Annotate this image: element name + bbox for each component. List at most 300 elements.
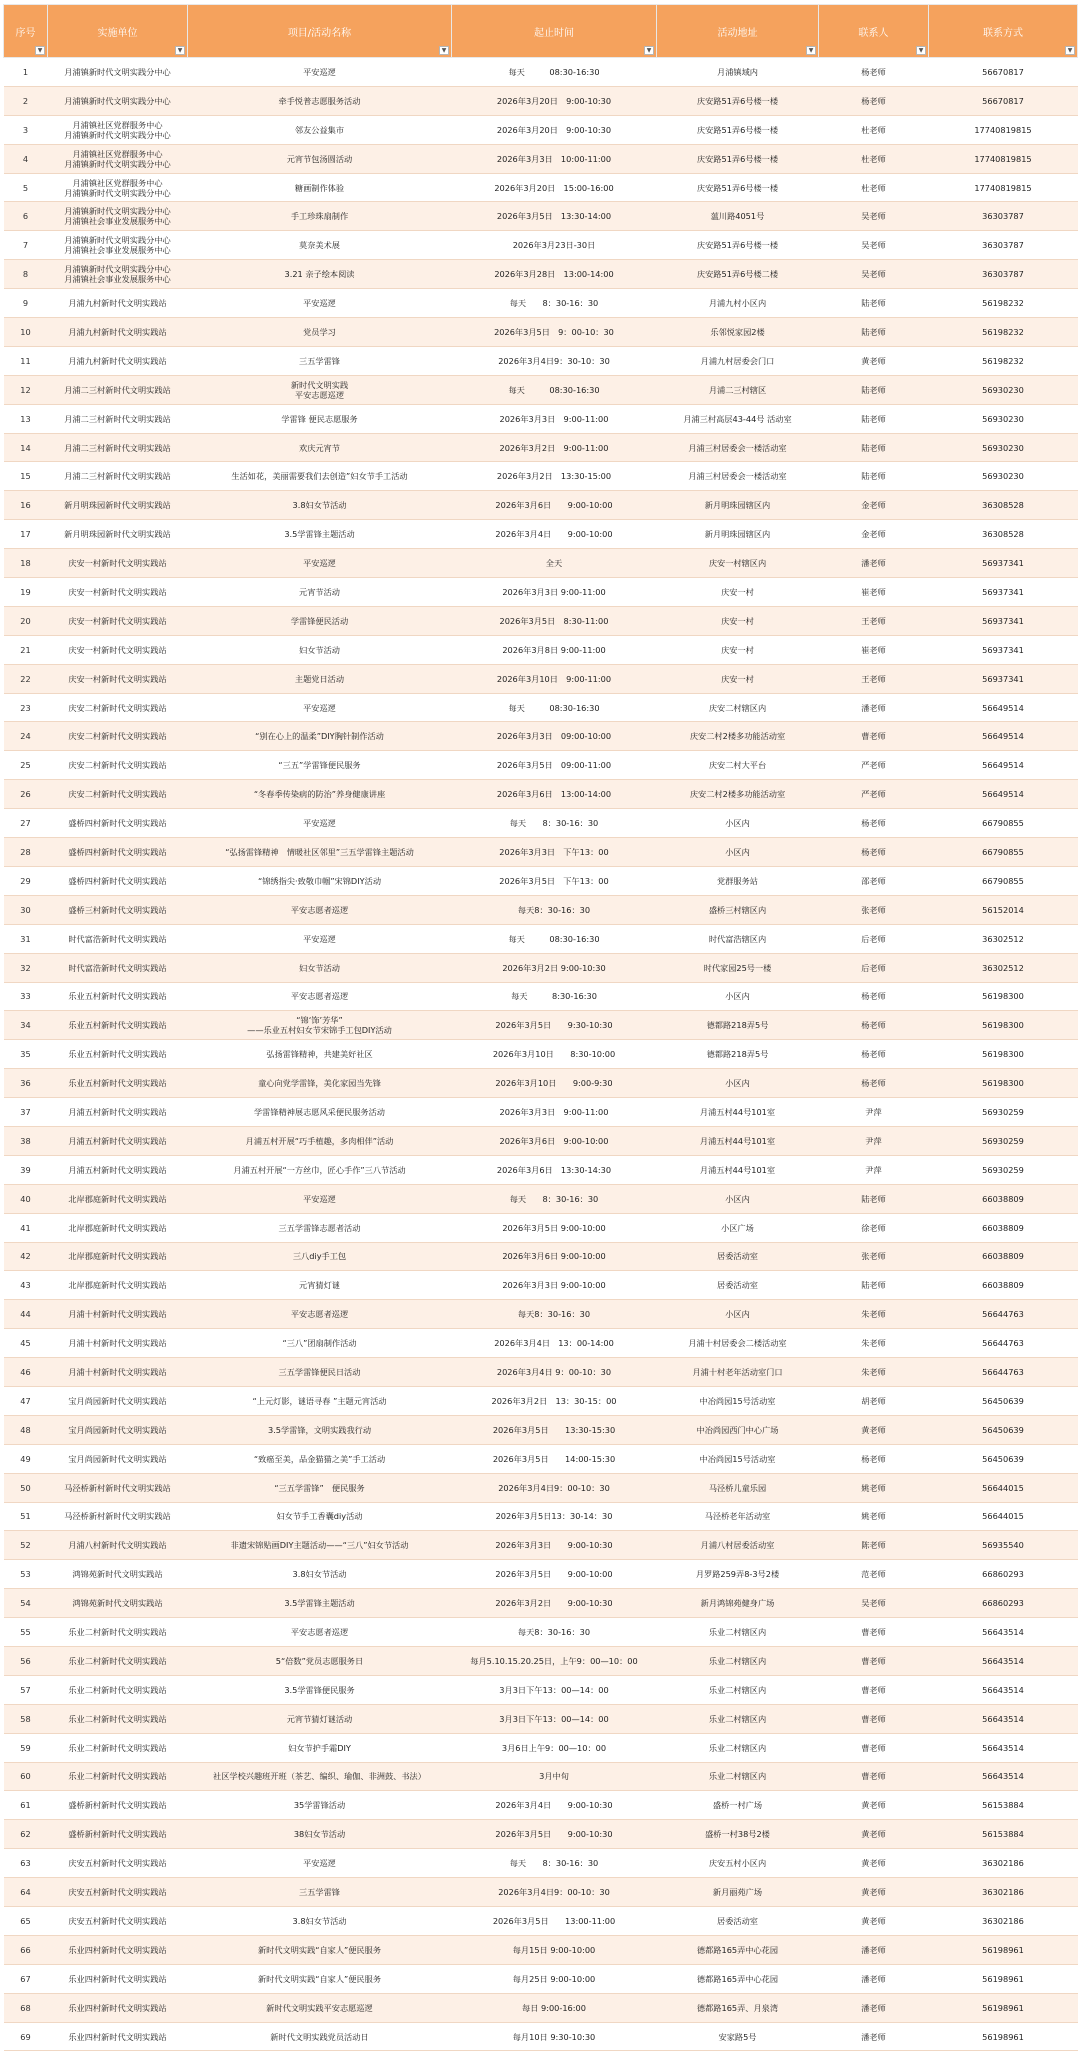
- cell-activity[interactable]: 3.21 亲子绘本阅读: [188, 260, 452, 289]
- cell-time[interactable]: 2026年3月4日 9:00-10:30: [452, 1791, 657, 1820]
- cell-address[interactable]: 庆安路51弄6号楼一楼: [657, 86, 819, 115]
- cell-unit[interactable]: 乐业四村新时代文明实践站: [48, 1964, 188, 1993]
- cell-address[interactable]: 月浦二三村辖区: [657, 375, 819, 404]
- cell-address[interactable]: 时代富浩辖区内: [657, 924, 819, 953]
- cell-time[interactable]: 2026年3月5日 13:30-15:30: [452, 1415, 657, 1444]
- cell-phone[interactable]: 56198232: [929, 346, 1078, 375]
- cell-seq[interactable]: 53: [4, 1560, 48, 1589]
- cell-contact[interactable]: 杨老师: [819, 1069, 929, 1098]
- cell-address[interactable]: 庆安一村: [657, 606, 819, 635]
- cell-seq[interactable]: 26: [4, 780, 48, 809]
- cell-seq[interactable]: 16: [4, 491, 48, 520]
- cell-seq[interactable]: 62: [4, 1820, 48, 1849]
- cell-address[interactable]: 庆安五村小区内: [657, 1849, 819, 1878]
- cell-seq[interactable]: 27: [4, 809, 48, 838]
- cell-phone[interactable]: 36302186: [929, 1878, 1078, 1907]
- cell-seq[interactable]: 20: [4, 606, 48, 635]
- cell-address[interactable]: 中冶尚园西门中心广场: [657, 1415, 819, 1444]
- cell-unit[interactable]: 月浦镇新时代文明实践分中心: [48, 58, 188, 87]
- cell-phone[interactable]: 56198300: [929, 1069, 1078, 1098]
- cell-time[interactable]: 2026年3月5日 下午13：00: [452, 866, 657, 895]
- cell-phone[interactable]: 56198961: [929, 2022, 1078, 2051]
- cell-seq[interactable]: 50: [4, 1473, 48, 1502]
- cell-address[interactable]: 乐业二村辖区内: [657, 1675, 819, 1704]
- cell-contact[interactable]: 崔老师: [819, 635, 929, 664]
- cell-time[interactable]: 2026年3月2日 13:30-15:00: [452, 462, 657, 491]
- cell-time[interactable]: 2026年3月5日 9：00-10：30: [452, 318, 657, 347]
- cell-phone[interactable]: 56198300: [929, 1040, 1078, 1069]
- cell-contact[interactable]: 杨老师: [819, 809, 929, 838]
- cell-address[interactable]: 小区内: [657, 1184, 819, 1213]
- cell-unit[interactable]: 北岸郡庭新时代文明实践站: [48, 1271, 188, 1300]
- cell-time[interactable]: 2026年3月4日9：00-10：30: [452, 1473, 657, 1502]
- cell-activity[interactable]: 平安巡逻: [188, 693, 452, 722]
- cell-time[interactable]: 每天8：30-16：30: [452, 1300, 657, 1329]
- cell-phone[interactable]: 17740819815: [929, 144, 1078, 173]
- cell-seq[interactable]: 1: [4, 58, 48, 87]
- cell-time[interactable]: 每月5.10.15.20.25日，上午9：00—10：00: [452, 1646, 657, 1675]
- cell-contact[interactable]: 后老师: [819, 924, 929, 953]
- cell-activity[interactable]: “弘扬雷锋精神 情暖社区邻里”三五学雷锋主题活动: [188, 838, 452, 867]
- cell-phone[interactable]: 66790855: [929, 838, 1078, 867]
- cell-activity[interactable]: 平安巡逻: [188, 58, 452, 87]
- cell-seq[interactable]: 7: [4, 231, 48, 260]
- cell-address[interactable]: 月浦三村高层43-44号 活动室: [657, 404, 819, 433]
- cell-unit[interactable]: 月浦八村新时代文明实践站: [48, 1531, 188, 1560]
- cell-activity[interactable]: 主题党日活动: [188, 664, 452, 693]
- cell-activity[interactable]: 平安巡逻: [188, 809, 452, 838]
- cell-seq[interactable]: 45: [4, 1329, 48, 1358]
- cell-time[interactable]: 2026年3月5日 09:00-11:00: [452, 751, 657, 780]
- cell-unit[interactable]: 盛桥三村新时代文明实践站: [48, 895, 188, 924]
- cell-unit[interactable]: 盛桥新村新时代文明实践站: [48, 1791, 188, 1820]
- cell-address[interactable]: 居委活动室: [657, 1271, 819, 1300]
- cell-unit[interactable]: 庆安一村新时代文明实践站: [48, 664, 188, 693]
- cell-address[interactable]: 乐业二村辖区内: [657, 1646, 819, 1675]
- cell-activity[interactable]: 学雷锋便民活动: [188, 606, 452, 635]
- cell-seq[interactable]: 66: [4, 1935, 48, 1964]
- cell-activity[interactable]: 三八diy手工包: [188, 1242, 452, 1271]
- cell-time[interactable]: 2026年3月2日 9:00-10:30: [452, 1589, 657, 1618]
- cell-seq[interactable]: 52: [4, 1531, 48, 1560]
- cell-unit[interactable]: 马泾桥新村新时代文明实践站: [48, 1502, 188, 1531]
- cell-address[interactable]: 庆安二村大平台: [657, 751, 819, 780]
- cell-contact[interactable]: 王老师: [819, 606, 929, 635]
- cell-contact[interactable]: 杨老师: [819, 58, 929, 87]
- header-contact[interactable]: [819, 5, 929, 58]
- cell-contact[interactable]: 邵老师: [819, 866, 929, 895]
- cell-contact[interactable]: 尹萍: [819, 1155, 929, 1184]
- cell-address[interactable]: 小区广场: [657, 1213, 819, 1242]
- cell-time[interactable]: 2026年3月3日 9:00-11:00: [452, 404, 657, 433]
- cell-activity[interactable]: 平安志愿者巡逻: [188, 895, 452, 924]
- cell-activity[interactable]: 平安志愿者巡逻: [188, 1300, 452, 1329]
- cell-seq[interactable]: 6: [4, 202, 48, 231]
- cell-phone[interactable]: 56450639: [929, 1386, 1078, 1415]
- cell-time[interactable]: 2026年3月5日 8:30-11:00: [452, 606, 657, 635]
- cell-contact[interactable]: 潘老师: [819, 1935, 929, 1964]
- cell-contact[interactable]: 曹老师: [819, 722, 929, 751]
- header-phone[interactable]: [929, 5, 1078, 58]
- cell-activity[interactable]: “冬春季传染病的防治”养身健康讲座: [188, 780, 452, 809]
- cell-address[interactable]: 小区内: [657, 982, 819, 1011]
- cell-phone[interactable]: 56930230: [929, 433, 1078, 462]
- cell-unit[interactable]: 庆安二村新时代文明实践站: [48, 751, 188, 780]
- cell-time[interactable]: 2026年3月8日 9:00-11:00: [452, 635, 657, 664]
- cell-seq[interactable]: 44: [4, 1300, 48, 1329]
- cell-contact[interactable]: 潘老师: [819, 549, 929, 578]
- cell-phone[interactable]: 56153884: [929, 1791, 1078, 1820]
- cell-address[interactable]: 新月明珠园辖区内: [657, 491, 819, 520]
- cell-time[interactable]: 2026年3月5日 9:30-10:30: [452, 1011, 657, 1040]
- cell-activity[interactable]: 莫奈美术展: [188, 231, 452, 260]
- cell-contact[interactable]: 杜老师: [819, 115, 929, 144]
- cell-contact[interactable]: 金老师: [819, 491, 929, 520]
- cell-phone[interactable]: 66038809: [929, 1271, 1078, 1300]
- cell-activity[interactable]: “三五学雷锋” 便民服务: [188, 1473, 452, 1502]
- cell-phone[interactable]: 56643514: [929, 1646, 1078, 1675]
- cell-activity[interactable]: 三五学雷锋志愿者活动: [188, 1213, 452, 1242]
- cell-activity[interactable]: 新时代文明实践党员活动日: [188, 2022, 452, 2051]
- cell-time[interactable]: 2026年3月6日 9:00-10:00: [452, 491, 657, 520]
- cell-activity[interactable]: 新时代文明实践“自家人”便民服务: [188, 1964, 452, 1993]
- cell-contact[interactable]: 范老师: [819, 1560, 929, 1589]
- cell-seq[interactable]: 43: [4, 1271, 48, 1300]
- cell-unit[interactable]: 月浦二三村新时代文明实践站: [48, 433, 188, 462]
- cell-time[interactable]: 2026年3月10日 9:00-11:00: [452, 664, 657, 693]
- cell-unit[interactable]: 月浦五村新时代文明实践站: [48, 1126, 188, 1155]
- cell-phone[interactable]: 56450639: [929, 1444, 1078, 1473]
- cell-contact[interactable]: 吴老师: [819, 202, 929, 231]
- cell-address[interactable]: 庆安路51弄6号楼一楼: [657, 173, 819, 202]
- cell-unit[interactable]: 月浦五村新时代文明实践站: [48, 1155, 188, 1184]
- cell-contact[interactable]: 张老师: [819, 1242, 929, 1271]
- cell-activity[interactable]: 3.8妇女节活动: [188, 1560, 452, 1589]
- cell-unit[interactable]: 新月明珠园新时代文明实践站: [48, 491, 188, 520]
- cell-activity[interactable]: 3.5学雷锋，文明实践我行动: [188, 1415, 452, 1444]
- cell-time[interactable]: 2026年3月20日 9:00-10:30: [452, 86, 657, 115]
- cell-time[interactable]: 2026年3月5日13：30-14：30: [452, 1502, 657, 1531]
- cell-activity[interactable]: 新时代文明实践平安志愿巡逻: [188, 1993, 452, 2022]
- cell-activity[interactable]: 手工珍珠扇制作: [188, 202, 452, 231]
- cell-address[interactable]: 党群服务站: [657, 866, 819, 895]
- cell-address[interactable]: 乐业二村辖区内: [657, 1618, 819, 1647]
- cell-contact[interactable]: 陆老师: [819, 289, 929, 318]
- cell-contact[interactable]: 姚老师: [819, 1473, 929, 1502]
- cell-unit[interactable]: 乐业二村新时代文明实践站: [48, 1762, 188, 1791]
- cell-time[interactable]: 2026年3月4日9：00-10：30: [452, 1878, 657, 1907]
- cell-unit[interactable]: 新月明珠园新时代文明实践站: [48, 520, 188, 549]
- cell-time[interactable]: 全天: [452, 549, 657, 578]
- cell-phone[interactable]: 56643514: [929, 1733, 1078, 1762]
- cell-unit[interactable]: 庆安二村新时代文明实践站: [48, 722, 188, 751]
- cell-contact[interactable]: 崔老师: [819, 578, 929, 607]
- cell-contact[interactable]: 黄老师: [819, 1820, 929, 1849]
- cell-activity[interactable]: 妇女节活动: [188, 953, 452, 982]
- cell-time[interactable]: 3月中旬: [452, 1762, 657, 1791]
- cell-address[interactable]: 盛桥一村广场: [657, 1791, 819, 1820]
- cell-time[interactable]: 2026年3月3日 09:00-10:00: [452, 722, 657, 751]
- cell-activity[interactable]: 平安志愿者巡逻: [188, 1618, 452, 1647]
- cell-seq[interactable]: 64: [4, 1878, 48, 1907]
- cell-address[interactable]: 德都路165弄中心花园: [657, 1964, 819, 1993]
- cell-unit[interactable]: 鸿锦苑新时代文明实践站: [48, 1589, 188, 1618]
- cell-address[interactable]: 居委活动室: [657, 1242, 819, 1271]
- cell-address[interactable]: 德都路165弄、月泉湾: [657, 1993, 819, 2022]
- cell-time[interactable]: 2026年3月5日 9:00-10:30: [452, 1820, 657, 1849]
- cell-unit[interactable]: 宝月尚园新时代文明实践站: [48, 1444, 188, 1473]
- cell-time[interactable]: 2026年3月3日 9:00-11:00: [452, 578, 657, 607]
- cell-time[interactable]: 每月25日 9:00-10:00: [452, 1964, 657, 1993]
- cell-seq[interactable]: 12: [4, 375, 48, 404]
- cell-time[interactable]: 2026年3月2日 9:00-11:00: [452, 433, 657, 462]
- cell-seq[interactable]: 59: [4, 1733, 48, 1762]
- cell-activity[interactable]: 平安巡逻: [188, 549, 452, 578]
- cell-unit[interactable]: 乐业五村新时代文明实践站: [48, 982, 188, 1011]
- cell-activity[interactable]: 3.5学雷锋主题活动: [188, 520, 452, 549]
- cell-address[interactable]: 庆安路51弄6号楼一楼: [657, 115, 819, 144]
- cell-address[interactable]: 庆安路51弄6号楼一楼: [657, 231, 819, 260]
- cell-address[interactable]: 中冶尚园15号活动室: [657, 1386, 819, 1415]
- cell-time[interactable]: 每天 08:30-16:30: [452, 58, 657, 87]
- cell-address[interactable]: 新月丽苑广场: [657, 1878, 819, 1907]
- cell-seq[interactable]: 36: [4, 1069, 48, 1098]
- cell-unit[interactable]: 月浦镇社区党群服务中心 月浦镇新时代文明实践分中心: [48, 144, 188, 173]
- cell-time[interactable]: 2026年3月3日 9:00-11:00: [452, 1098, 657, 1127]
- cell-time[interactable]: 2026年3月4日 9：00-10：30: [452, 1358, 657, 1387]
- cell-time[interactable]: 2026年3月2日 13：30-15：00: [452, 1386, 657, 1415]
- cell-unit[interactable]: 乐业二村新时代文明实践站: [48, 1618, 188, 1647]
- cell-unit[interactable]: 庆安五村新时代文明实践站: [48, 1878, 188, 1907]
- cell-time[interactable]: 3月3日下午13：00—14：00: [452, 1675, 657, 1704]
- cell-contact[interactable]: 严老师: [819, 780, 929, 809]
- cell-seq[interactable]: 31: [4, 924, 48, 953]
- cell-seq[interactable]: 49: [4, 1444, 48, 1473]
- cell-activity[interactable]: 妇女节活动: [188, 635, 452, 664]
- cell-contact[interactable]: 姚老师: [819, 1502, 929, 1531]
- cell-seq[interactable]: 5: [4, 173, 48, 202]
- cell-seq[interactable]: 14: [4, 433, 48, 462]
- cell-time[interactable]: 每天8：30-16：30: [452, 895, 657, 924]
- cell-contact[interactable]: 朱老师: [819, 1329, 929, 1358]
- cell-phone[interactable]: 56937341: [929, 606, 1078, 635]
- cell-activity[interactable]: “致癌至美，品金猫猫之美”手工活动: [188, 1444, 452, 1473]
- cell-seq[interactable]: 55: [4, 1618, 48, 1647]
- cell-unit[interactable]: 庆安一村新时代文明实践站: [48, 549, 188, 578]
- cell-activity[interactable]: “三五”学雷锋便民服务: [188, 751, 452, 780]
- cell-activity[interactable]: 平安巡逻: [188, 924, 452, 953]
- cell-seq[interactable]: 41: [4, 1213, 48, 1242]
- cell-contact[interactable]: 尹萍: [819, 1126, 929, 1155]
- cell-activity[interactable]: 月浦五村开展“巧手植趣，多肉相伴”活动: [188, 1126, 452, 1155]
- filter-dropdown-icon[interactable]: ▼: [806, 46, 816, 55]
- cell-activity[interactable]: 平安巡逻: [188, 1849, 452, 1878]
- cell-contact[interactable]: 金老师: [819, 520, 929, 549]
- cell-seq[interactable]: 28: [4, 838, 48, 867]
- cell-address[interactable]: 月浦九村居委会门口: [657, 346, 819, 375]
- cell-phone[interactable]: 36302186: [929, 1849, 1078, 1878]
- cell-contact[interactable]: 陈老师: [819, 1531, 929, 1560]
- cell-phone[interactable]: 56198961: [929, 1993, 1078, 2022]
- cell-seq[interactable]: 19: [4, 578, 48, 607]
- cell-unit[interactable]: 庆安一村新时代文明实践站: [48, 635, 188, 664]
- cell-unit[interactable]: 宝月尚园新时代文明实践站: [48, 1415, 188, 1444]
- cell-phone[interactable]: 56198961: [929, 1935, 1078, 1964]
- cell-phone[interactable]: 56649514: [929, 693, 1078, 722]
- cell-time[interactable]: 2026年3月6日 9:00-10:00: [452, 1242, 657, 1271]
- cell-unit[interactable]: 月浦十村新时代文明实践站: [48, 1358, 188, 1387]
- cell-unit[interactable]: 乐业四村新时代文明实践站: [48, 1993, 188, 2022]
- cell-phone[interactable]: 66790855: [929, 866, 1078, 895]
- cell-activity[interactable]: 元宵节包汤圆活动: [188, 144, 452, 173]
- filter-dropdown-icon[interactable]: ▼: [916, 46, 926, 55]
- cell-seq[interactable]: 69: [4, 2022, 48, 2051]
- cell-unit[interactable]: 庆安五村新时代文明实践站: [48, 1907, 188, 1936]
- cell-time[interactable]: 每天 8：30-16：30: [452, 809, 657, 838]
- cell-seq[interactable]: 13: [4, 404, 48, 433]
- header-time[interactable]: [452, 5, 657, 58]
- cell-address[interactable]: 庆安二村2楼多功能活动室: [657, 722, 819, 751]
- cell-unit[interactable]: 乐业四村新时代文明实践站: [48, 2022, 188, 2051]
- cell-address[interactable]: 月浦九村小区内: [657, 289, 819, 318]
- cell-phone[interactable]: 56644763: [929, 1329, 1078, 1358]
- cell-contact[interactable]: 王老师: [819, 664, 929, 693]
- cell-time[interactable]: 2026年3月6日 9:00-10:00: [452, 1126, 657, 1155]
- cell-seq[interactable]: 34: [4, 1011, 48, 1040]
- cell-unit[interactable]: 鸿锦苑新时代文明实践站: [48, 1560, 188, 1589]
- cell-time[interactable]: 每天 8：30-16：30: [452, 1184, 657, 1213]
- cell-phone[interactable]: 56937341: [929, 635, 1078, 664]
- cell-seq[interactable]: 68: [4, 1993, 48, 2022]
- cell-phone[interactable]: 56937341: [929, 664, 1078, 693]
- cell-time[interactable]: 每天 8:30-16:30: [452, 982, 657, 1011]
- cell-address[interactable]: 小区内: [657, 838, 819, 867]
- cell-activity[interactable]: 学雷锋 便民志愿服务: [188, 404, 452, 433]
- cell-phone[interactable]: 56198300: [929, 1011, 1078, 1040]
- cell-address[interactable]: 中冶尚园15号活动室: [657, 1444, 819, 1473]
- cell-contact[interactable]: 杨老师: [819, 1444, 929, 1473]
- cell-address[interactable]: 新月鸿锦苑健身广场: [657, 1589, 819, 1618]
- cell-activity[interactable]: 新时代文明实践“自家人”便民服务: [188, 1935, 452, 1964]
- cell-seq[interactable]: 9: [4, 289, 48, 318]
- cell-contact[interactable]: 黄老师: [819, 346, 929, 375]
- cell-phone[interactable]: 56644763: [929, 1300, 1078, 1329]
- cell-contact[interactable]: 陆老师: [819, 1184, 929, 1213]
- cell-contact[interactable]: 陆老师: [819, 375, 929, 404]
- cell-unit[interactable]: 庆安二村新时代文明实践站: [48, 780, 188, 809]
- cell-phone[interactable]: 56649514: [929, 751, 1078, 780]
- cell-phone[interactable]: 56152014: [929, 895, 1078, 924]
- cell-phone[interactable]: 56670817: [929, 86, 1078, 115]
- cell-unit[interactable]: 盛桥新村新时代文明实践站: [48, 1820, 188, 1849]
- cell-activity[interactable]: 妇女节护手霜DIY: [188, 1733, 452, 1762]
- cell-unit[interactable]: 月浦镇社区党群服务中心 月浦镇新时代文明实践分中心: [48, 115, 188, 144]
- cell-phone[interactable]: 56649514: [929, 722, 1078, 751]
- cell-activity[interactable]: 糖画制作体验: [188, 173, 452, 202]
- cell-unit[interactable]: 盛桥四村新时代文明实践站: [48, 809, 188, 838]
- cell-phone[interactable]: 56930259: [929, 1126, 1078, 1155]
- cell-seq[interactable]: 29: [4, 866, 48, 895]
- cell-address[interactable]: 安家路5号: [657, 2022, 819, 2051]
- cell-contact[interactable]: 黄老师: [819, 1791, 929, 1820]
- cell-activity[interactable]: 欢庆元宵节: [188, 433, 452, 462]
- cell-contact[interactable]: 陆老师: [819, 404, 929, 433]
- cell-contact[interactable]: 陆老师: [819, 433, 929, 462]
- header-unit[interactable]: [48, 5, 188, 58]
- cell-contact[interactable]: 黄老师: [819, 1878, 929, 1907]
- cell-phone[interactable]: 56930230: [929, 462, 1078, 491]
- cell-unit[interactable]: 乐业五村新时代文明实践站: [48, 1040, 188, 1069]
- cell-seq[interactable]: 37: [4, 1098, 48, 1127]
- cell-address[interactable]: 庆安二村2楼多功能活动室: [657, 780, 819, 809]
- cell-phone[interactable]: 56198232: [929, 318, 1078, 347]
- cell-activity[interactable]: 牵手悦普志愿服务活动: [188, 86, 452, 115]
- cell-unit[interactable]: 乐业四村新时代文明实践站: [48, 1935, 188, 1964]
- cell-address[interactable]: 德都路165弄中心花园: [657, 1935, 819, 1964]
- cell-seq[interactable]: 33: [4, 982, 48, 1011]
- filter-dropdown-icon[interactable]: ▼: [439, 46, 449, 55]
- cell-time[interactable]: 2026年3月5日 9:00-10:00: [452, 1213, 657, 1242]
- cell-unit[interactable]: 月浦十村新时代文明实践站: [48, 1329, 188, 1358]
- cell-time[interactable]: 2026年3月3日 下午13：00: [452, 838, 657, 867]
- cell-activity[interactable]: 平安志愿者巡逻: [188, 982, 452, 1011]
- cell-unit[interactable]: 庆安五村新时代文明实践站: [48, 1849, 188, 1878]
- cell-phone[interactable]: 56643514: [929, 1618, 1078, 1647]
- cell-seq[interactable]: 67: [4, 1964, 48, 1993]
- cell-phone[interactable]: 56198232: [929, 289, 1078, 318]
- cell-contact[interactable]: 尹萍: [819, 1098, 929, 1127]
- cell-address[interactable]: 月浦镇域内: [657, 58, 819, 87]
- cell-seq[interactable]: 8: [4, 260, 48, 289]
- cell-time[interactable]: 2026年3月5日 13:00-11:00: [452, 1907, 657, 1936]
- cell-address[interactable]: 庆安路51弄6号楼二楼: [657, 260, 819, 289]
- cell-contact[interactable]: 后老师: [819, 953, 929, 982]
- cell-time[interactable]: 2026年3月5日 9:00-10:00: [452, 1560, 657, 1589]
- cell-unit[interactable]: 庆安一村新时代文明实践站: [48, 578, 188, 607]
- filter-dropdown-icon[interactable]: ▼: [644, 46, 654, 55]
- cell-time[interactable]: 2026年3月10日 8:30-10:00: [452, 1040, 657, 1069]
- cell-activity[interactable]: 妇女节手工香囊diy活动: [188, 1502, 452, 1531]
- cell-address[interactable]: 乐邻悦家园2楼: [657, 318, 819, 347]
- cell-phone[interactable]: 66038809: [929, 1242, 1078, 1271]
- cell-contact[interactable]: 杨老师: [819, 982, 929, 1011]
- cell-contact[interactable]: 杨老师: [819, 1011, 929, 1040]
- cell-address[interactable]: 小区内: [657, 1069, 819, 1098]
- cell-phone[interactable]: 56930259: [929, 1098, 1078, 1127]
- cell-address[interactable]: 庆安一村: [657, 635, 819, 664]
- cell-seq[interactable]: 57: [4, 1675, 48, 1704]
- cell-time[interactable]: 2026年3月5日 13:30-14:00: [452, 202, 657, 231]
- cell-unit[interactable]: 月浦镇新时代文明实践分中心 月浦镇社会事业发展服务中心: [48, 202, 188, 231]
- cell-contact[interactable]: 严老师: [819, 751, 929, 780]
- cell-contact[interactable]: 曹老师: [819, 1675, 929, 1704]
- cell-contact[interactable]: 朱老师: [819, 1300, 929, 1329]
- cell-activity[interactable]: “锦绣指尖·致敬巾帼”宋锦DIY活动: [188, 866, 452, 895]
- cell-unit[interactable]: 宝月尚园新时代文明实践站: [48, 1386, 188, 1415]
- header-activity[interactable]: [188, 5, 452, 58]
- cell-seq[interactable]: 21: [4, 635, 48, 664]
- cell-time[interactable]: 2026年3月23日-30日: [452, 231, 657, 260]
- cell-address[interactable]: 庆安一村: [657, 664, 819, 693]
- cell-unit[interactable]: 乐业五村新时代文明实践站: [48, 1011, 188, 1040]
- cell-seq[interactable]: 15: [4, 462, 48, 491]
- cell-unit[interactable]: 北岸郡庭新时代文明实践站: [48, 1242, 188, 1271]
- cell-phone[interactable]: 56450639: [929, 1415, 1078, 1444]
- cell-phone[interactable]: 66038809: [929, 1184, 1078, 1213]
- cell-address[interactable]: 盛桥一村38号2楼: [657, 1820, 819, 1849]
- cell-seq[interactable]: 54: [4, 1589, 48, 1618]
- cell-activity[interactable]: 三五学雷锋: [188, 1878, 452, 1907]
